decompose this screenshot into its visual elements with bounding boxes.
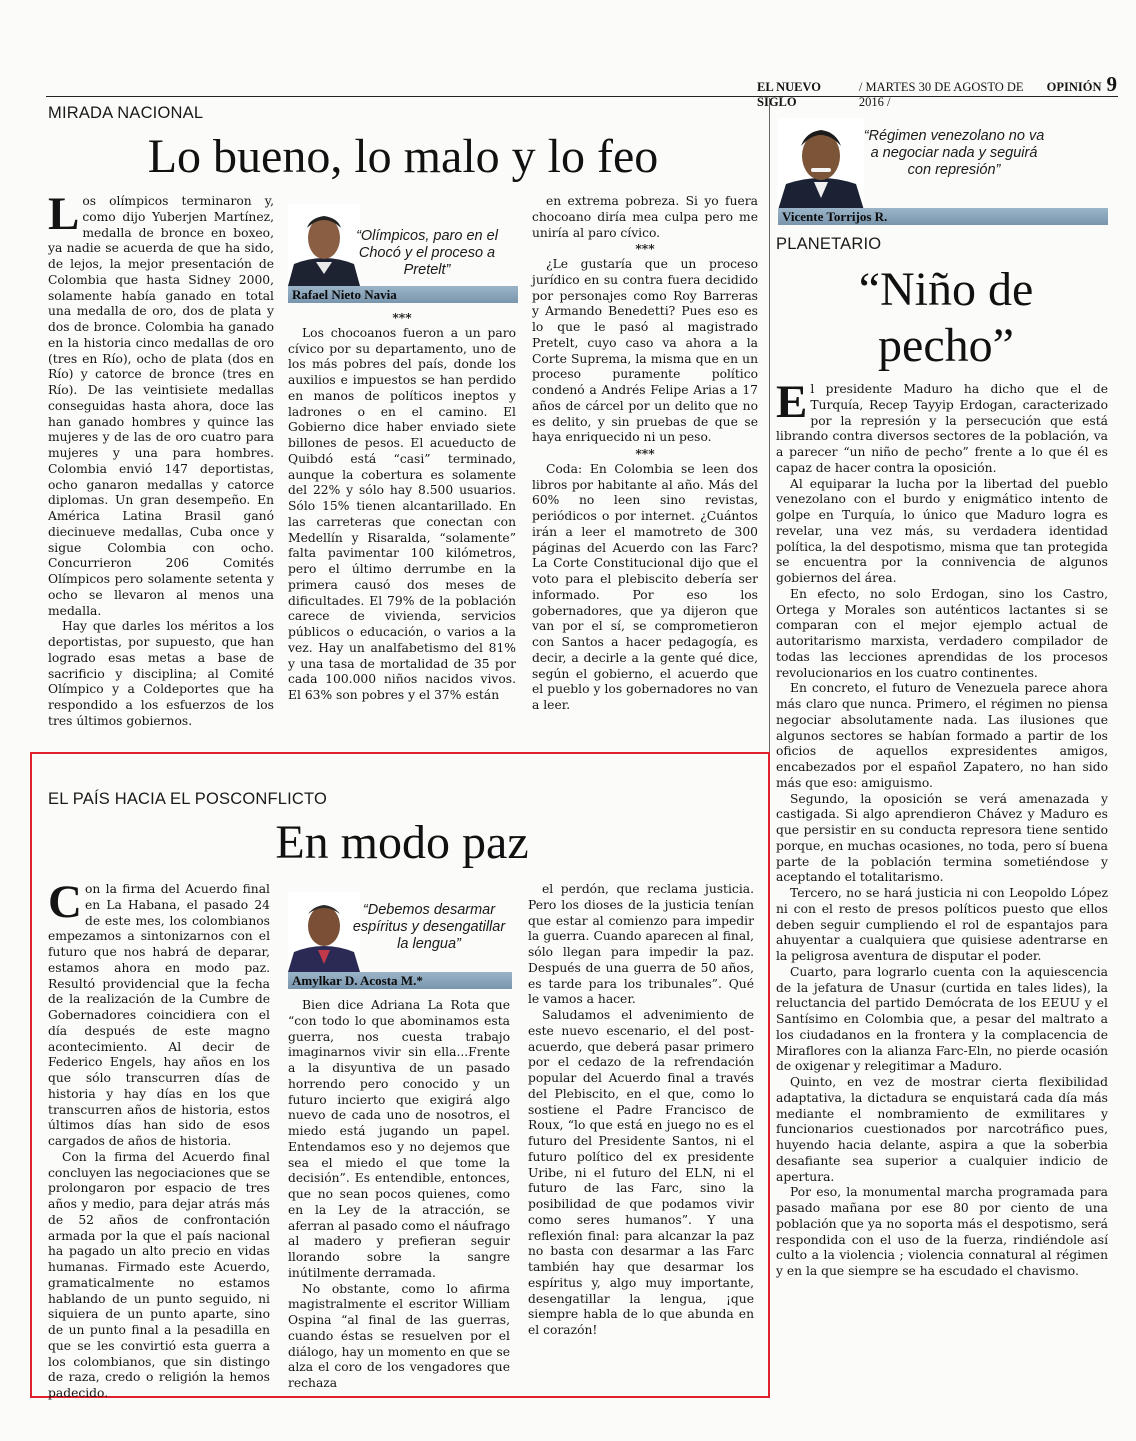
paragraph: En efecto, no solo Erdogan, sino los Castro, Ortega y Morales son auténticos lactantes si se comparan con el mejor ejemplo actual de autoritarismo marxista, verdadero compilador de todas las lecciones aprendidas de los procesos revolucionarios en los cuatro continentes. [776, 586, 1108, 680]
paragraph: el perdón, que reclama justicia. Pero los dioses de la justicia tenían que estar al comienzo para impedir la guerra. Cuando aparecen al final, sólo llegan para impedir la paz. Después de una guerra de 50 años, es tarde para los tribunales”. Qué le vamos a hacer. [528, 882, 754, 1007]
paragraph: Bien dice Adriana La Rota que “con todo lo que abominamos esta guerra, nos cuesta trabajo imaginarnos vivir sin ella...Frente a la disyuntiva de un pasado horrendo pero conocido y un futuro incierto que exigirá algo nuevo de cada uno de nosotros, el miedo está jugando un papel. Entendamos eso y no dejemos que sea el miedo el que tome la decisión”. Es entendible, entonces, que no sean pocos quienes, como en la Ley de la atracción, se aferran al pasado como el náufrago al madero y prefieran seguir llorando sobre la sangre inútilmente derramada. [288, 998, 510, 1280]
pull-quote-posconflicto: “Debemos desarmar espíritus y desengatillar la lengua” [352, 902, 506, 952]
page-number: 9 [1106, 72, 1117, 96]
paragraph: ¿Le gustaría que un proceso jurídico en su contra fuera decidido por personajes como Roy Barreras y Armando Benedetti? Pues eso es lo que le pasó al magistrado Pretelt, cuyo caso va ahora a la Corte Suprema, la misma que en un proceso puramente político condenó a Andrés Felipe Arias a 17 años de cárcel por un delito que no es delito, y sin pruebas de que se haya enriquecido ni un peso. [532, 257, 758, 445]
paragraph: Los olímpicos terminaron y, como dijo Yuberjen Martínez, medalla de bronce en boxeo, ya nadie se acuerda de que ha sido, de lejos, la mejor presentación de Colombia que hasta Sidney 2000, solamente había ganado en total una medalla de oro, dos de plata y dos de bronce. Colombia ha ganado en la historia cinco medallas de oro (tres en Río), ocho de plata (dos en Río) y catorce de bronce (tres en Río). De las veintisiete medallas conseguidas hasta ahora, doce las han ganado hombres y quince las mujeres y de las de oro cuatro para mujeres y una para hombres. Colombia envió 147 deportistas, ocho ganaron medallas y catorce diplomas. Un gran desempeño. En América Latina Brasil ganó diecinueve medallas, Cuba once y sigue Colombia con ocho. Concurrieron 206 Comités Olímpicos pero solamente setenta y ocho se llevaron al menos una medalla. [48, 188, 274, 618]
author-portrait-nieto [288, 204, 360, 286]
author-portrait-acosta [288, 892, 360, 972]
pull-quote-mirada: “Olímpicos, paro en el Chocó y el proceso a Pretelt” [356, 228, 498, 278]
author-portrait-torrijos [778, 118, 864, 210]
paragraph: Saludamos el advenimiento de este nuevo escenario, el del post-acuerdo, que deberá pasar primero por el cedazo de la refrendación popular del Acuerdo final a través del Plebiscito, en el que, como lo sostiene el Padre Francisco de Roux, “lo que está en juego no es el futuro del Presidente Santos, ni el futuro político del ex presidente Uribe, ni el futuro del ELN, ni el futuro de las Farc, sino la posibilidad de que podamos vivir como seres humanos”. Y una reflexión final: para alcanzar la paz no basta con desarmar a las Farc también hay que desarmar los espíritus y, algo muy importante, desengatillar la lengua, ¡que siempre habla de lo que abunda en el corazón! [528, 1008, 754, 1337]
article-column [528, 882, 754, 1392]
paragraph: Tercero, no se hará justicia ni con Leopoldo López ni con el resto de presos políticos puesto que ellos deben seguir cumpliendo el rol de espantajos para ahuyentar a cualquiera que quisiese adentrarse en la peligrosa aventura de disputar el poder. [776, 886, 1108, 963]
page-header [757, 72, 1117, 109]
section-label-posconflicto: EL PAÍS HACIA EL POSCONFLICTO [48, 790, 328, 808]
paragraph: Coda: En Colombia se leen dos libros por habitante al año. Más del 60% no leen sino revistas, periódicos o por internet. ¿Cuántos irán a leer el mamotreto de 300 páginas del Acuerdo con las Farc? La Corte Constitucional dijo que el voto para el plebiscito debería ser informado. Por eso los gobernadores, que ya dijeron que van por el sí, se comprometieron con Santos a hacer pedagogía, es decir, a decirle a la gente qué dice, según el gobierno, el acuerdo que el pueblo y los gobernadores no van a leer. [532, 461, 758, 712]
author-name-acosta: Amylkar D. Acosta M.* [288, 972, 512, 989]
paragraph: Con la firma del Acuerdo final concluyen las negociaciones que se prolongaron por espacio de tres años y medio, para dejar atrás más de 52 años de confrontación armada por la que el país nacional ha pagado un alto precio en vidas humanas. Firmado este Acuerdo, gramaticalmente no estamos hablando de un punto seguido, ni siquiera de un punto aparte, sino de un punto final a la pesadilla en que se les convirtió esta guerra a los colombianos, que sin distingo de raza, credo o religión la hemos padecido. [48, 1149, 270, 1400]
headline-planetario-line2: pecho” [878, 319, 1014, 372]
author-name-nieto: Rafael Nieto Navia [288, 286, 518, 303]
drop-cap: E [776, 376, 808, 428]
article-column [48, 876, 270, 1400]
paragraph: Con la firma del Acuerdo final en La Habana, el pasado 24 de este mes, los colombianos empezamos a sintonizarnos con el futuro que nos habrá de deparar, estamos ahora en modo paz. Resultó providencial que la fecha de la realización de la Cumbre de Gobernadores coincidiera con el día después de este magno acontecimiento. Al decir de Federico Engels, hay años en los que sólo transcurren días de historia y hay días en los que transcurren años de historia, estos últimos días han sido de esos cargados de años de historia. [48, 876, 270, 1148]
section-label-mirada: MIRADA NACIONAL [48, 104, 204, 122]
headline-planetario-line1: “Niño de [858, 263, 1034, 316]
paragraph: Por eso, la monumental marcha programada para pasado mañana por ese 80 por ciento de una población que ya no soporta más el despotismo, será respondida con el uso de la fuerza, rindiéndole así culto a la violencia ; violencia connatural al régimen y en la que siempre se ha escudado el chavismo. [776, 1185, 1108, 1278]
section-separator: *** [392, 310, 412, 325]
paragraph: Los chocoanos fueron a un paro cívico por su departamento, uno de los más pobres del país, donde los auxilios e impuestos se han perdido en manos de políticos ineptos y ladrones o en el camino. El Gobierno dice haber enviado siete billones de pesos. El acueducto de Quibdó está “casi” terminado, aunque la cobertura es solamente del 22% y sólo hay 8.500 usuarios. Sólo 15% tienen alcantarillado. En las carreteras que conectan con Medellín y Risaralda, “solamente” falta pavimentar 100 kilómetros, pero el último derrumbe en la primera causó dos meses de dificultades. El 79% de la población carece de vivienda, servicios públicos o educación, o varios a la vez. Hay un analfabetismo del 81% y una tasa de mortalidad de 35 por cada 100.000 niños nacidos vivos. El 63% son pobres y el 37% están [288, 325, 516, 702]
author-name-torrijos: Vicente Torrijos R. [778, 208, 1108, 225]
drop-cap: C [48, 876, 82, 928]
header-date: / MARTES 30 DE AGOSTO DE 2016 / [858, 80, 1024, 109]
header-rule [46, 96, 1118, 97]
paragraph: Quinto, en vez de mostrar cierta flexibilidad adaptativa, la dictadura se enquistará cada día más mediante el nombramiento de exmilitares y funcionarios cuestionados por narcotráfico pues, huyendo hacia delante, aspira a que la soberbia desafiante sea superior a cualquier indicio de apertura. [776, 1075, 1108, 1184]
paragraph: No obstante, como lo afirma magistralmente el escritor William Ospina “al final de las guerras, cuando éstas se resuelven por el diálogo, hay un momento en que se alza el coro de los vengadores que rechaza [288, 1281, 510, 1390]
drop-cap: L [48, 188, 80, 240]
headline-posconflicto: En modo paz [275, 816, 529, 869]
paragraph: Hay que darles los méritos a los deportistas, por supuesto, que han logrado esas metas a base de sacrificio y disciplina; al Comité Olímpico y a Coldeportes que ha respondido a los esfuerzos de los tres últimos gobiernos. [48, 619, 274, 728]
article-column [532, 194, 758, 716]
paragraph: El presidente Maduro ha dicho que el de Turquía, Recep Tayyip Erdogan, caracterizado por la represión y la persecución que está librando contra diversos sectores de la población, va a parecer “un niño de pecho” frente a lo que él es capaz de hacer contra la oposición. [776, 376, 1108, 475]
paragraph: En concreto, el futuro de Venezuela parece ahora más claro que nunca. Primero, el régimen no piensa negociar absolutamente nada. Las ilusiones que algunos sectores se habían formado a partir de los oficios de aquellos expresidentes amigos, encabezados por el español Zapatero, no han sido más que eso: amiguismo. [776, 681, 1108, 790]
section-label-planetario: PLANETARIO [776, 235, 882, 253]
paragraph: Al equiparar la lucha por la libertad del pueblo venezolano con el burdo y enigmático intento de golpe en Turquía, lo único que Maduro logra es revelar, una vez más, su verdadera identidad política, la del despotismo, misma que tan protegida se encuentra por la connivencia de algunos gobiernos del área. [776, 476, 1108, 585]
paragraph: Segundo, la oposición se verá amenazada y castigada. Si algo aprendieron Chávez y Maduro es que persistir en su conducta represora tiene sentido porque, en muchas ocasiones, no toda, pero sí buena parte de la población termina sometiéndose y aceptando el totalitarismo. [776, 791, 1108, 885]
article-column [776, 376, 1108, 1392]
article-column [288, 310, 516, 716]
section-separator: *** [635, 446, 655, 461]
pull-quote-planetario: “Régimen venezolano no va a negociar nada y seguirá con represión” [863, 128, 1045, 178]
column-divider [769, 98, 770, 753]
paragraph: en extrema pobreza. Si yo fuera chocoano diría mea culpa pero me uniría al paro cívico. [532, 194, 758, 240]
article-column [288, 998, 510, 1392]
publication-name: EL NUEVO SIGLO [757, 80, 822, 109]
article-column [48, 188, 274, 728]
headline-mirada: Lo bueno, lo malo y lo feo [147, 130, 659, 183]
header-section: OPINIÓN [1046, 80, 1102, 94]
section-separator: *** [635, 241, 655, 257]
paragraph: Cuarto, para lograrlo cuenta con la aquiescencia de la jefatura de Unasur (curtida en tales lides), la reluctancia del partido Demócrata de los EEUU y el Santísimo en Colombia que, a pesar del maltrato a los ciudadanos en la frontera y la complacencia de Miraflores con la alianza Farc-Eln, no pierde ocasión de oxigenar y relegitimar a Maduro. [776, 964, 1108, 1074]
